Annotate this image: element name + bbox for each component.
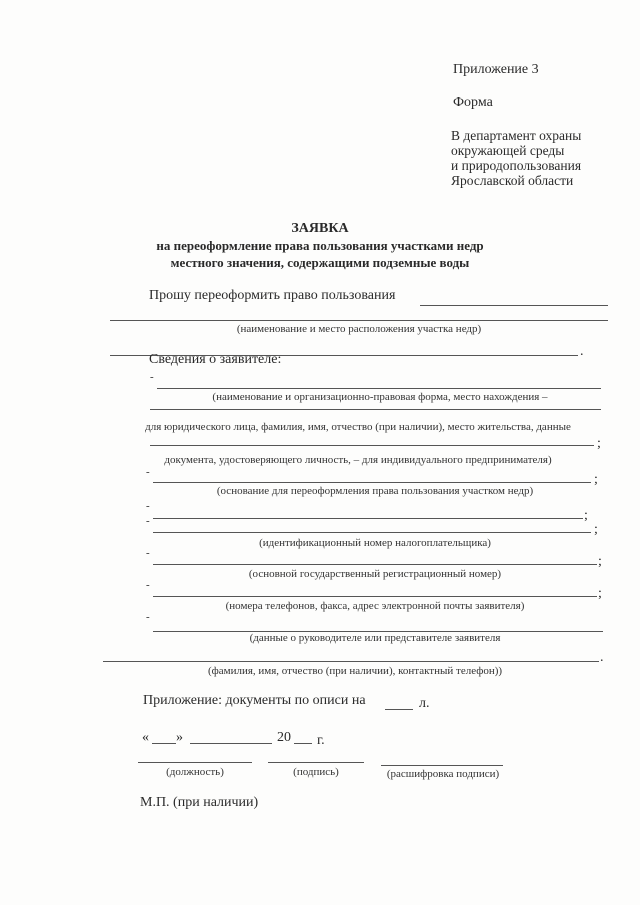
contacts-caption: (номера телефонов, факса, адрес электронной почты заявителя) (225, 600, 525, 612)
attachment-text: Приложение: документы по описи на (143, 693, 366, 708)
inn-field[interactable] (153, 532, 591, 533)
month-field[interactable] (190, 743, 272, 744)
addressee-block (451, 128, 621, 188)
pages-unit: л. (419, 696, 430, 711)
ogrn-caption: (основной государственный регистрационный номер) (248, 568, 502, 580)
appendix-label: Приложение 3 (453, 62, 539, 77)
addressee-line: В департамент охраны (451, 128, 582, 143)
document-subtitle-line-2: местного значения, содержащими подземные воды (170, 255, 470, 270)
representative-caption: (данные о руководителе или представителе заявителя (249, 632, 501, 644)
representative-field-line-2[interactable] (103, 661, 599, 662)
subsoil-plot-field[interactable] (420, 305, 608, 306)
applicant-name-field[interactable] (157, 388, 601, 389)
date-open-quote: « (142, 730, 149, 745)
semicolon-mark: ; (597, 436, 601, 451)
signature-caption: (подпись) (293, 766, 339, 778)
ogrn-field[interactable] (153, 564, 597, 565)
dash-mark: - (146, 515, 150, 527)
semicolon-mark: ; (584, 508, 588, 523)
dash-mark: - (146, 500, 150, 512)
period-mark: . (580, 344, 584, 359)
period-mark: . (600, 650, 604, 665)
dash-mark: - (146, 466, 150, 478)
basis-caption: (основание для переоформления права пользования участком недр) (216, 485, 534, 497)
addressee-line: Ярославской области (451, 173, 574, 189)
semicolon-mark: ; (598, 554, 602, 569)
applicant-name-field-line-3[interactable] (150, 445, 594, 446)
dash-mark: - (146, 579, 150, 591)
inn-caption: (идентификационный номер налогоплательщика) (259, 537, 491, 549)
day-field[interactable] (152, 743, 176, 744)
semicolon-mark: ; (594, 522, 598, 537)
dash-mark: - (146, 547, 150, 559)
subsoil-plot-field-line-2[interactable] (110, 320, 608, 321)
position-caption: (должность) (166, 766, 224, 778)
applicant-name-caption-2: для юридического лица, фамилия, имя, отчество (при наличии), место жительства, данные (145, 421, 571, 433)
applicant-name-field-line-2[interactable] (150, 409, 601, 410)
document-title: ЗАЯВКА (291, 221, 349, 236)
contacts-field[interactable] (153, 596, 597, 597)
addressee-line: и природопользования (451, 158, 582, 174)
subsoil-plot-caption: (наименование и место расположения участка недр) (236, 323, 482, 335)
applicant-heading: Сведения о заявителе: (149, 352, 282, 367)
basis-field[interactable] (153, 482, 591, 483)
date-close-quote: » (176, 730, 183, 745)
semicolon-mark: ; (598, 586, 602, 601)
year-suffix: г. (317, 733, 325, 748)
signature-field[interactable] (268, 762, 364, 763)
document-subtitle-line-1: на переоформление права пользования участками недр (156, 238, 484, 253)
addressee-line: окружающей среды (451, 143, 565, 159)
position-field[interactable] (138, 762, 252, 763)
basis-field-line-2[interactable] (153, 518, 583, 519)
applicant-name-caption-1: (наименование и организационно-правовая форма, место нахождения – (212, 391, 548, 403)
request-text: Прошу переоформить право пользования (149, 288, 396, 303)
year-field[interactable] (294, 743, 312, 744)
form-label: Форма (453, 95, 493, 110)
dash-mark: - (146, 611, 150, 623)
applicant-name-caption-3: документа, удостоверяющего личность, – для индивидуального предпринимателя) (164, 454, 552, 466)
pages-count-field[interactable] (385, 709, 413, 710)
dash-mark: - (150, 371, 154, 383)
year-prefix: 20 (277, 730, 291, 745)
representative-caption-2: (фамилия, имя, отчество (при наличии), контактный телефон)) (207, 665, 503, 677)
semicolon-mark: ; (594, 472, 598, 487)
signature-decode-caption: (расшифровка подписи) (386, 768, 500, 780)
signature-decode-field[interactable] (381, 765, 503, 766)
stamp-place-label: М.П. (при наличии) (140, 795, 259, 810)
